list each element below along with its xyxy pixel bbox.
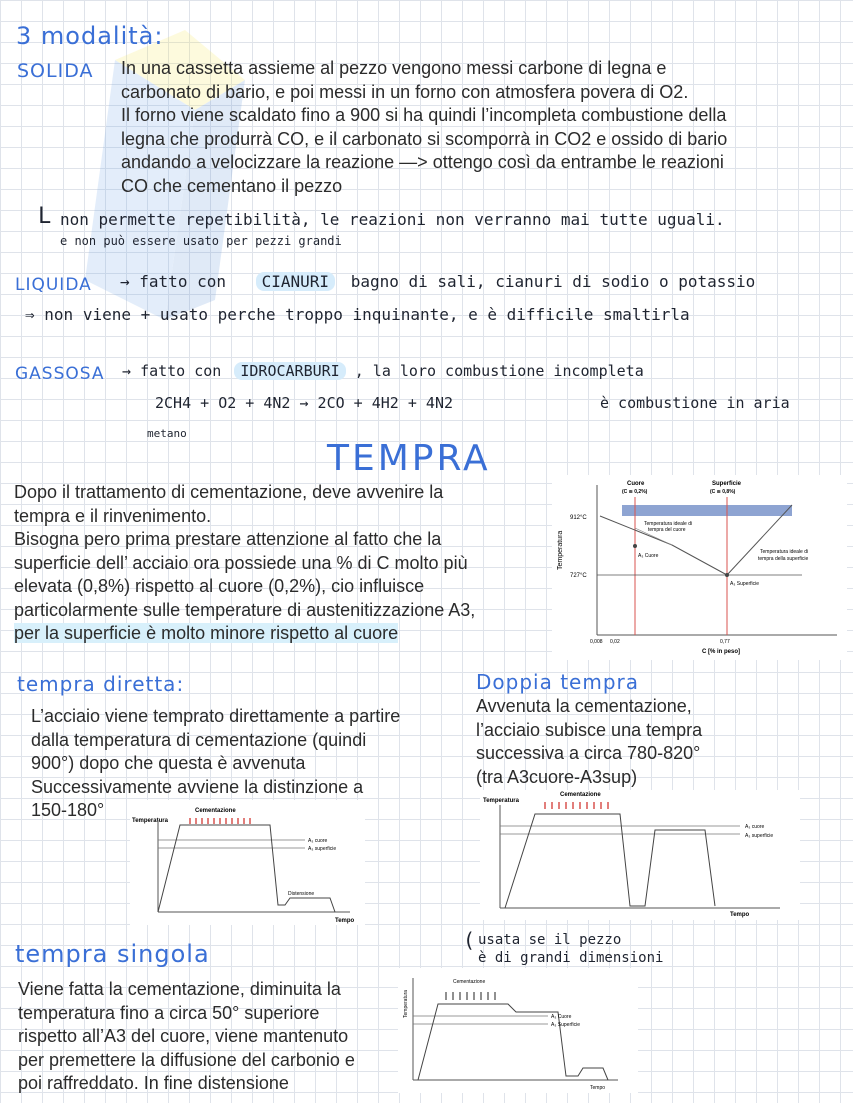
distensione-label: Distensione	[288, 891, 315, 897]
liquida-line-2-text: non viene + usato perche troppo inquinante, e è difficile smaltirla	[44, 305, 690, 324]
temperatura-label: Temperatura	[403, 989, 409, 1018]
superficie-label: Superficie	[712, 481, 742, 487]
gassosa-line-1	[122, 362, 644, 380]
gassosa-eq-note: è combustione in aria	[600, 394, 790, 412]
solida-text	[121, 57, 821, 198]
a3-sup-label: A₃ superficie	[308, 846, 337, 852]
tempra-singola-line: poi raffreddato. In fine distensione	[18, 1073, 289, 1093]
solida-line: carbonato di bario, e poi messi in un forno con atmosfera povera di O2.	[121, 81, 689, 102]
a3-cuore-point	[633, 544, 637, 548]
solida-line: Il forno viene scaldato fino a 900 si ha quindi l’incompleta combustione della	[121, 105, 727, 125]
arrow-icon: →	[120, 272, 130, 291]
tempra-line: tempra e il rinvenimento.	[14, 505, 212, 526]
tempra-fe-c-diagram	[552, 475, 847, 660]
tempra-singola-diagram	[398, 968, 638, 1093]
doppia-note-line-1: usata se il pezzo	[478, 932, 622, 948]
tempra-diretta-line: dalla temperatura di cementazione (quindi	[31, 729, 367, 750]
tempra-singola-line: Viene fatta la cementazione, diminuita la	[18, 979, 341, 999]
solida-label: SOLIDA	[17, 60, 94, 82]
cuore-c-label: (C ≅ 0,2%)	[622, 489, 648, 495]
doppia-tempra-title: Doppia tempra	[476, 670, 639, 694]
liquida-text-before: fatto con	[139, 272, 226, 291]
x-077-label: 0,77	[720, 639, 730, 645]
a3-cuore-label: A₃ Cuore	[551, 1014, 572, 1020]
tempra-diretta-line: 150-180°	[31, 800, 105, 820]
label-temp-sup-2: tempra della superficie	[758, 556, 809, 562]
doppia-tempra-line: l’acciaio subisce una tempra	[476, 719, 703, 740]
gassosa-metano: metano	[147, 427, 187, 440]
note-bracket-icon: (	[463, 928, 476, 952]
tempra-singola-line: per premettere la diffusione del carbonio e	[18, 1049, 355, 1070]
diagram-xlabel: C [% in peso]	[702, 649, 741, 655]
label-temp-cuore-2: tempra del cuore	[648, 527, 686, 533]
tempra-diretta-line: Successivamente avviene la distinzione a	[31, 776, 364, 797]
gassosa-text-after: , la loro combustione incompleta	[354, 362, 644, 380]
tempra-line: superficie dell’ acciaio ora possiede una % di C molto più	[14, 552, 468, 573]
cianuri-highlight: CIANURI	[256, 272, 335, 291]
solida-line: CO che cementano il pezzo	[121, 175, 343, 196]
cementazione-label: Cementazione	[560, 792, 601, 798]
a3-sup-point	[725, 573, 729, 577]
tempra-diretta-diagram	[130, 800, 365, 925]
tempra-line: per la superficie è molto minore rispetto al cuore	[14, 623, 399, 643]
solida-line: In una cassetta assieme al pezzo vengono messi carbone di legna e	[121, 58, 667, 78]
tempra-diretta-line: L’acciaio viene temprato direttamente a partire	[31, 706, 401, 726]
implies-arrow-icon: ⇒	[25, 305, 35, 324]
idrocarburi-highlight: IDROCARBURI	[234, 362, 345, 380]
solida-note-2: e non può essere usato per pezzi grandi	[60, 234, 342, 248]
t-727-label: 727°C	[570, 573, 587, 579]
tempra-diretta-title: tempra diretta:	[17, 672, 185, 696]
diagram-ylabel: Temperatura	[557, 530, 564, 570]
a3-cuore-label: A₃ cuore	[745, 824, 765, 830]
arrow-icon: →	[122, 362, 132, 380]
a3-cuore-label: A₃ Cuore	[638, 553, 659, 559]
gassosa-label: GASSOSA	[15, 364, 105, 384]
label-temp-sup-1: Temperatura ideale di	[760, 549, 809, 555]
tempra-line: Bisogna pero prima prestare attenzione al fatto che la	[14, 529, 442, 549]
tempra-line: elevata (0,8%) rispetto al cuore (0,2%), cio influisce	[14, 576, 425, 596]
tempo-label: Tempo	[335, 918, 355, 924]
solida-line: andando a velocizzare la reazione —> ottengo così da entrambe le reazioni	[121, 152, 724, 172]
liquida-line-2	[25, 305, 690, 324]
liquida-line-1	[120, 272, 755, 291]
tempra-singola-title: tempra singola	[15, 940, 210, 968]
a3-cuore-label: A₃ cuore	[308, 838, 328, 844]
label-temp-cuore-1: Temperatura ideale di	[644, 521, 693, 527]
tempra-line: particolarmente sulle temperature di austenitizzazione A3,	[14, 599, 476, 620]
cementazione-label: Cementazione	[453, 979, 486, 985]
doppia-tempra-diagram	[480, 790, 800, 920]
tempra-diretta-line: 900°) dopo che questa è avvenuta	[31, 753, 306, 773]
a3-sup-label: A₃ Superficie	[551, 1022, 580, 1028]
cuore-label: Cuore	[627, 481, 645, 487]
doppia-tempra-line: successiva a circa 780-820°	[476, 743, 701, 763]
liquida-text-after: bagno di sali, cianuri di sodio o potassio	[350, 272, 756, 291]
x-002-label: 0,02	[610, 639, 620, 645]
x-0008-label: 0,008	[590, 639, 603, 645]
gassosa-equation: 2CH4 + O2 + 4N2 → 2CO + 4H2 + 4N2	[155, 394, 454, 412]
temperatura-label: Temperatura	[483, 798, 519, 804]
tempra-singola-line: temperatura fino a circa 50° superiore	[18, 1002, 320, 1023]
doppia-note-line-2: è di grandi dimensioni	[478, 950, 664, 966]
solida-note-1: non permette repetibilità, le reazioni non verranno mai tutte uguali.	[60, 210, 725, 229]
t-912-label: 912°C	[570, 515, 587, 521]
tempo-label: Tempo	[590, 1085, 606, 1091]
gassosa-text-before: fatto con	[140, 362, 222, 380]
doppia-tempra-line: Avvenuta la cementazione,	[476, 696, 692, 716]
doppia-tempra-note	[478, 931, 663, 967]
tempra-singola-line: rispetto all’A3 del cuore, viene mantenuto	[18, 1026, 349, 1046]
tempra-text	[14, 481, 544, 646]
tempra-title: TEMPRA	[327, 438, 491, 479]
liquida-label: LIQUIDA	[15, 275, 92, 295]
modalita-heading: 3 modalità:	[16, 22, 164, 50]
tempo-label: Tempo	[730, 912, 750, 918]
note-arrow-icon: L	[38, 204, 52, 229]
doppia-tempra-line: (tra A3cuore-A3sup)	[476, 766, 638, 787]
tempra-singola-text	[18, 978, 398, 1096]
superficie-c-label: (C ≅ 0,8%)	[710, 489, 736, 495]
temperatura-label: Temperatura	[132, 818, 168, 824]
a3-sup-label: A₃ superficie	[745, 833, 774, 839]
a3-sup-label: A₃ Superficie	[730, 581, 759, 587]
austenite-band	[622, 505, 792, 516]
tempra-line: Dopo il trattamento di cementazione, deve avvenire la	[14, 482, 444, 502]
cementazione-label: Cementazione	[195, 808, 236, 814]
solida-line: legna che produrrà CO, e il carbonato si scomporrà in CO2 e ossido di bario	[121, 128, 728, 149]
doppia-tempra-text	[476, 695, 806, 789]
